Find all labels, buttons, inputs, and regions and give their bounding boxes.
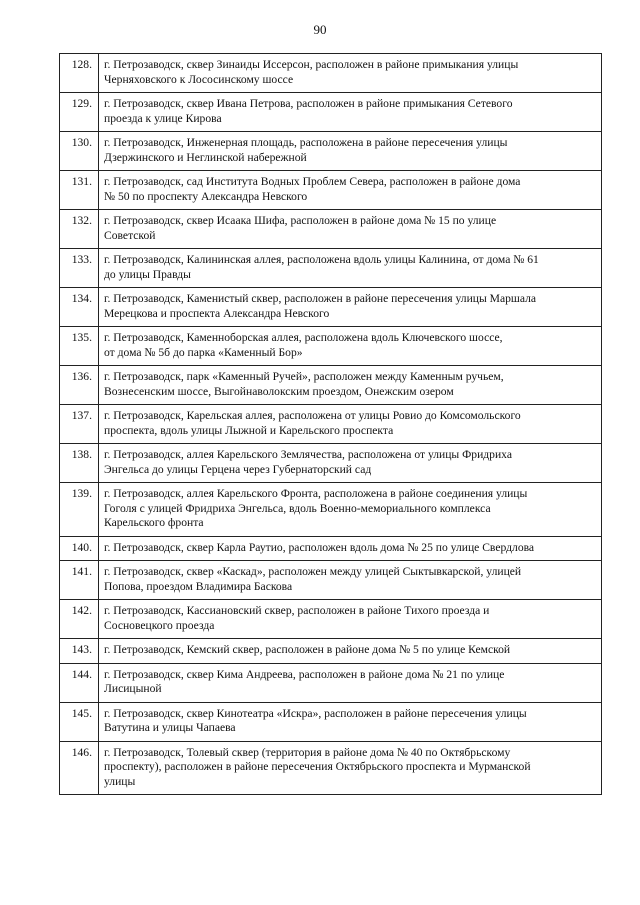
table-row [60,249,602,288]
row-description: г. Петрозаводск, Кассиановский сквер, расположен в районе Тихого проезда и Сосновецкого проезда [99,600,602,639]
row-number: 142. [60,600,99,639]
table-row [60,171,602,210]
row-description: г. Петрозаводск, Каменистый сквер, расположен в районе пересечения улицы Маршала Мерецкова и проспекта Александра Невского [99,288,602,327]
row-description: г. Петрозаводск, Толевый сквер (территория в районе дома № 40 по Октябрьскому проспекту), расположен в районе пересечения Октябрьского проспекта и Мурманской улицы [99,741,602,795]
table-row [60,536,602,561]
row-description: г. Петрозаводск, сквер Карла Раутио, расположен вдоль дома № 25 по улице Свердлова [99,536,602,561]
table-row [60,132,602,171]
row-description: г. Петрозаводск, сквер Кима Андреева, расположен в районе дома № 21 по улице Лисицыной [99,663,602,702]
row-description: г. Петрозаводск, сквер Ивана Петрова, расположен в районе примыкания Сетевого проезда к улице Кирова [99,93,602,132]
row-number: 145. [60,702,99,741]
row-number: 144. [60,663,99,702]
row-number: 135. [60,327,99,366]
row-description: г. Петрозаводск, сад Института Водных Проблем Севера, расположен в районе дома № 50 по проспекту Александра Невского [99,171,602,210]
table-row [60,663,602,702]
table-row [60,444,602,483]
row-description: г. Петрозаводск, парк «Каменный Ручей», расположен между Каменным ручьем, Вознесенским шоссе, Выгойнаволокским проездом, Онежским озером [99,366,602,405]
row-number: 134. [60,288,99,327]
row-number: 128. [60,54,99,93]
row-description: г. Петрозаводск, аллея Карельского Землячества, расположена от улицы Фридриха Энгельса до улицы Герцена через Губернаторский сад [99,444,602,483]
table-row [60,600,602,639]
row-number: 133. [60,249,99,288]
table-row [60,288,602,327]
row-description: г. Петрозаводск, сквер Зинаиды Иссерсон, расположен в районе примыкания улицы Черняховского к Лососинскому шоссе [99,54,602,93]
row-number: 129. [60,93,99,132]
row-number: 138. [60,444,99,483]
table-row [60,210,602,249]
row-description: г. Петрозаводск, Калининская аллея, расположена вдоль улицы Калинина, от дома № 61 до улицы Правды [99,249,602,288]
row-number: 130. [60,132,99,171]
row-number: 136. [60,366,99,405]
row-description: г. Петрозаводск, Инженерная площадь, расположена в районе пересечения улицы Дзержинского и Неглинской набережной [99,132,602,171]
table-row [60,483,602,537]
table-row [60,54,602,93]
row-description: г. Петрозаводск, аллея Карельского Фронта, расположена в районе соединения улицы Гоголя с улицей Фридриха Энгельса, вдоль Военно-мемориального комплекса Карельского фронта [99,483,602,537]
page-number: 90 [313,22,327,37]
row-description: г. Петрозаводск, Каменноборская аллея, расположена вдоль Ключевского шоссе, от дома № 5б до парка «Каменный Бор» [99,327,602,366]
row-description: г. Петрозаводск, Карельская аллея, расположена от улицы Ровио до Комсомольского проспекта, вдоль улицы Лыжной и Карельского проспекта [99,405,602,444]
row-number: 139. [60,483,99,537]
row-number: 140. [60,536,99,561]
row-number: 143. [60,639,99,664]
table-body [60,54,602,795]
row-number: 131. [60,171,99,210]
table-row [60,741,602,795]
table-row [60,702,602,741]
places-table [59,53,602,795]
table-row [60,639,602,664]
row-description: г. Петрозаводск, сквер Кинотеатра «Искра», расположен в районе пересечения улицы Ватутина и улицы Чапаева [99,702,602,741]
table-row [60,405,602,444]
row-description: г. Петрозаводск, сквер Исаака Шифа, расположен в районе дома № 15 по улице Советской [99,210,602,249]
table-row [60,93,602,132]
table-row [60,561,602,600]
row-description: г. Петрозаводск, сквер «Каскад», расположен между улицей Сыктывкарской, улицей Попова, проездом Владимира Баскова [99,561,602,600]
row-number: 146. [60,741,99,795]
table-row [60,366,602,405]
table-row [60,327,602,366]
row-number: 137. [60,405,99,444]
row-description: г. Петрозаводск, Кемский сквер, расположен в районе дома № 5 по улице Кемской [99,639,602,664]
row-number: 132. [60,210,99,249]
row-number: 141. [60,561,99,600]
